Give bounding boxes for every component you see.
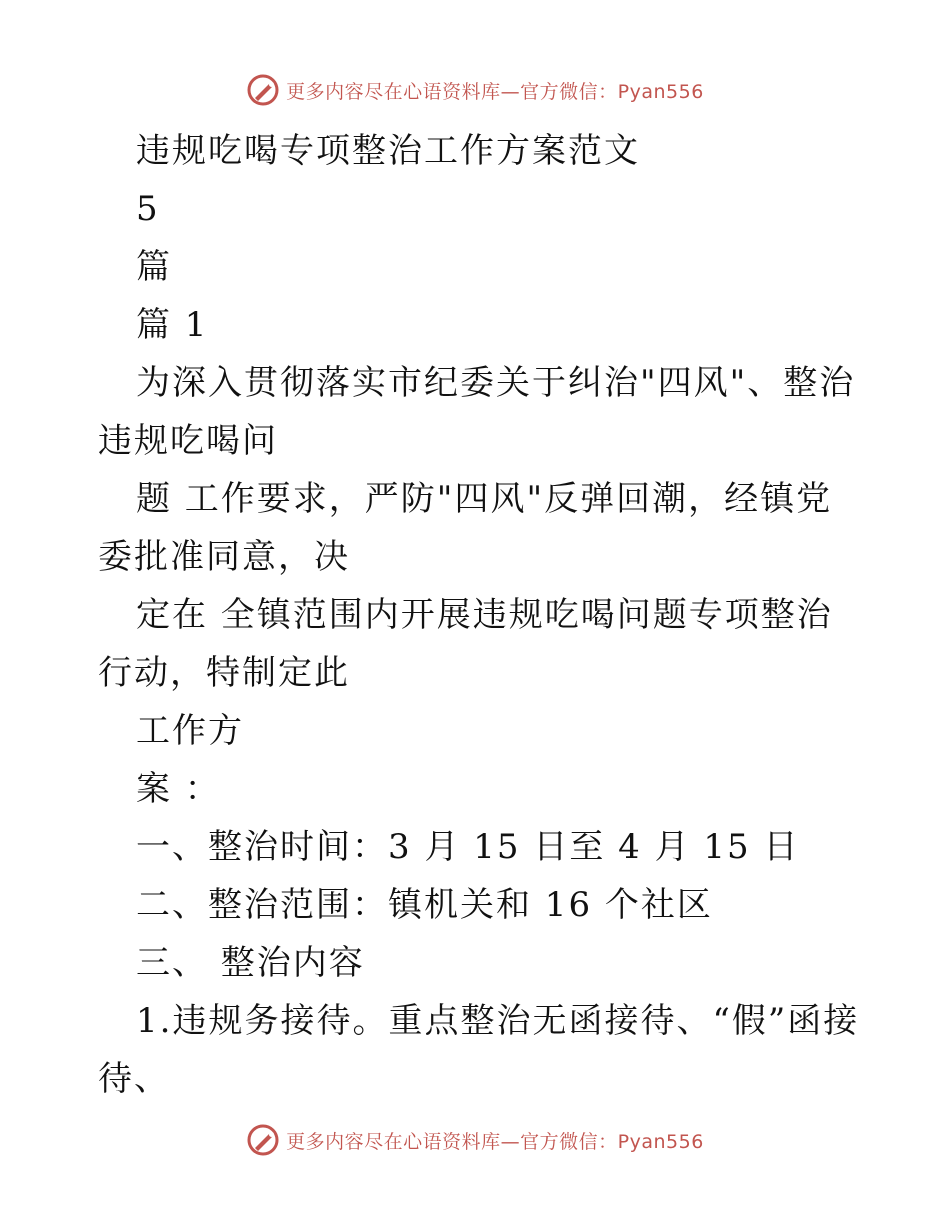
paragraph: 一、整治时间：3 月 15 日至 4 月 15 日: [136, 827, 800, 867]
paragraph: 定在 全镇范围内开展违规吃喝问题专项整治行动，特制定此: [98, 595, 833, 693]
document-body: [98, 122, 868, 1108]
footer-watermark-banner: [0, 1120, 950, 1160]
paragraph: 5: [136, 189, 160, 229]
paragraph: 二、整治范围：镇机关和 16 个社区: [136, 885, 713, 925]
header-banner-text: 更多内容尽在心语资料库—官方微信：Pyan556: [286, 80, 704, 103]
paragraph: 案 ：: [136, 769, 221, 809]
paragraph: 工作方: [136, 711, 244, 751]
header-watermark-banner: [0, 70, 950, 110]
pen-logo-icon: [246, 73, 280, 107]
section-heading: 篇 1: [136, 305, 209, 345]
paragraph: 篇: [136, 247, 172, 287]
pen-logo-icon: [246, 1123, 280, 1157]
paragraph: 题 工作要求，严防"四风"反弹回潮，经镇党委批准同意，决: [98, 479, 833, 577]
footer-banner-text: 更多内容尽在心语资料库—官方微信：Pyan556: [286, 1130, 704, 1153]
paragraph: 三、 整治内容: [136, 943, 365, 983]
paragraph: 为深入贯彻落实市纪委关于纠治"四风"、整治违规吃喝问: [98, 363, 856, 461]
paragraph: 1.违规务接待。重点整治无函接待、“假”函接待、: [98, 1001, 860, 1099]
document-title: 违规吃喝专项整治工作方案范文: [136, 131, 640, 171]
